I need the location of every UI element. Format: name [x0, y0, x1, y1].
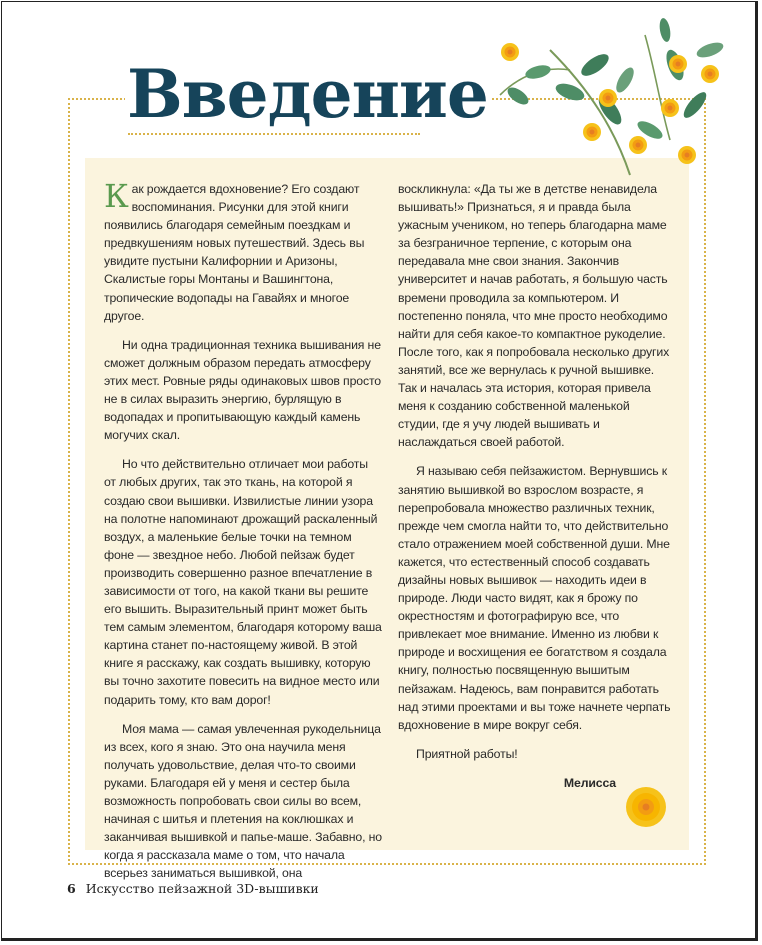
paragraph: Как рождается вдохновение? Его создают воспоминания. Рисунки для этой книги появились благодаря семейным поездкам и предвкушениям новых путешествий. Здесь вы увидите пустыни Калифорнии и Аризоны, Скалистые горы Монтаны и Вашингтона, тропические водопады на Гавайях и многое другое. — [104, 177, 365, 323]
page-title: Введение — [127, 55, 488, 133]
paragraph: воскликнула: «Да ты же в детстве ненавидела вышивать!» Признаться, я и правда была ужасным учеником, но теперь благодарна маме за безграничное терпение, с которым она передавала мне свои знания. Закончив университет и начав работать, я большую часть времени проводила за компьютером. И постепенно поняла, что мне просто необходимо найти для себя какое-то компактное рукоделие. После того, как я попробовала несколько других занятий, все же вернулась к ручной вышивке. Так и началась эта история, которая привела меня к созданию собственной маленькой студии, где я учу людей вышивать и наслаждаться своей работой. — [398, 182, 670, 450]
paragraph: Моя мама — самая увлеченная рукодельница из всех, кого я знаю. Это она научила меня получать удовольствие, делая что-то своими руками. Благодаря ей у меня и сестер была возможность попробовать свои силы во всем, начиная с шитья и плетения на коклюшках и заканчивая вышивкой и папье-маше. Забавно, но когда я рассказала маме о том, что начала всерьез заниматься вышивкой, она — [104, 721, 382, 881]
paragraph: Я называю себя пейзажистом. Вернувшись к занятию вышивкой во взрослом возрасте, я перепробовала множество различных техник, прежде чем смогла найти то, что действительно стало отражением моей собственной души. Мне кажется, что естественный способ создавать дизайны новых вышивок — находить идеи в природе. Люди часто видят, как я брожу по окрестностям и фотографирую все, что привлекает мое внимание. Именно из любви к природе и восхищения ее богатством я создала книгу, полностью посвященную вышитым пейзажам. Надеюсь, вам понравится работать над этими проектами и вы тоже начнете черпать вдохновение в мире вокруг себя. — [398, 464, 671, 732]
book-title: Искусство пейзажной 3D-вышивки — [85, 881, 319, 896]
drop-cap: К — [104, 177, 129, 215]
paragraph: Ни одна традиционная техника вышивания не сможет должным образом передать атмосферу этих мест. Ровные ряды одинаковых швов просто не в силах выразить энергию, бурлящую в водопадах и пропитывающую каждый камень могучих скал. — [104, 337, 381, 443]
page-footer — [67, 881, 319, 896]
paragraph: Но что действительно отличает мои работы от любых других, так это ткань, на которой я создаю свои вышивки. Извилистые линии узора на полотне напоминают дрожащий раскаленный воздух, а маленькие белые точки на темном фоне — звездное небо. Любой пейзаж будет производить совершенно разное впечатление в зависимости от того, на какой ткани вы решите его вышить. Выразительный принт может быть тем самым элементом, благодаря которому ваша картина станет по-настоящему живой. В этой книге я расскажу, как создать вышивку, которую вы точно захотите повесить на видное место или подарить тому, кто вам дорог! — [104, 457, 382, 707]
right-column — [398, 180, 673, 803]
paragraph: Приятной работы! — [416, 746, 518, 761]
title-underline — [128, 133, 420, 135]
yellow-flower-icon — [623, 784, 669, 830]
signature: Мелисса — [563, 775, 616, 790]
page-number: 6 — [67, 881, 76, 896]
left-column — [104, 177, 382, 893]
